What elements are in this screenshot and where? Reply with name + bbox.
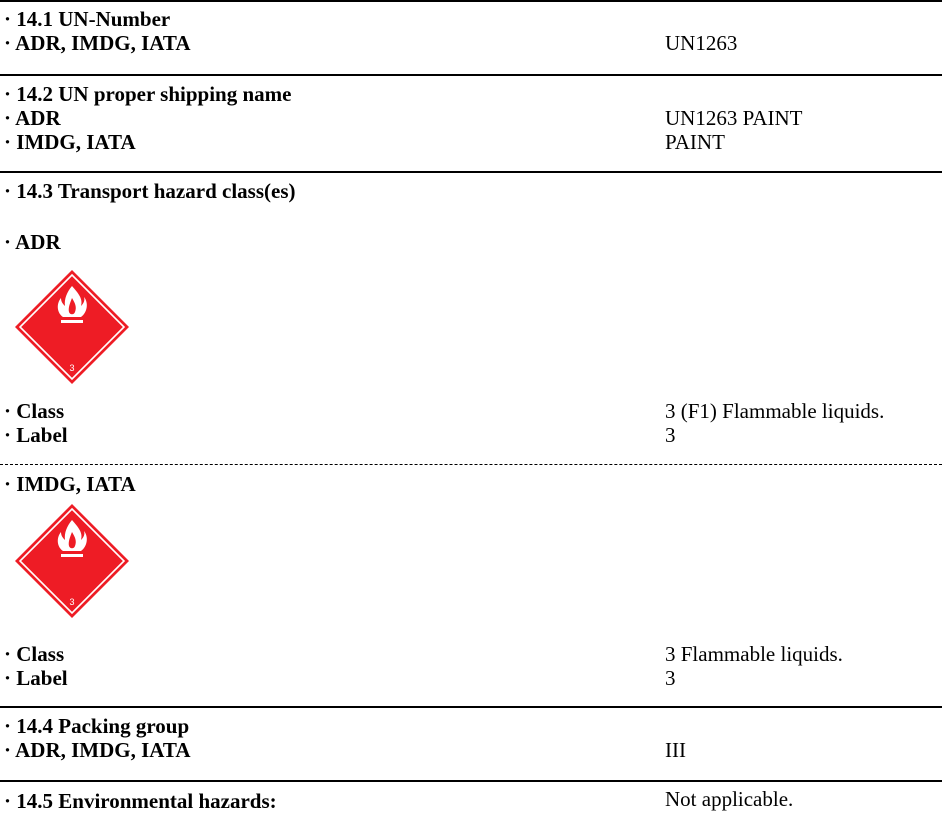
flammable-liquid-diamond-icon bbox=[14, 503, 130, 619]
packing-group-value: III bbox=[665, 738, 686, 762]
imdg-class-value: 3 Flammable liquids. bbox=[665, 642, 843, 666]
flammable-liquid-diamond-icon bbox=[14, 269, 130, 385]
imdg-label-label: · Label bbox=[4, 666, 68, 690]
adr-label-label: · Label bbox=[4, 423, 68, 447]
un-number-row-label: · ADR, IMDG, IATA bbox=[4, 31, 191, 55]
section-divider bbox=[0, 0, 942, 2]
shipping-name-imdg-label: · IMDG, IATA bbox=[4, 130, 136, 154]
dashed-divider bbox=[0, 464, 942, 465]
packing-group-label: · ADR, IMDG, IATA bbox=[4, 738, 191, 762]
adr-class-label: · Class bbox=[4, 399, 65, 423]
environmental-hazards-value: Not applicable. bbox=[665, 787, 794, 811]
section-14-4-title: · 14.4 Packing group bbox=[4, 714, 190, 738]
adr-heading: · ADR bbox=[4, 230, 61, 254]
section-divider bbox=[0, 74, 942, 76]
adr-class-value: 3 (F1) Flammable liquids. bbox=[665, 399, 885, 423]
section-14-5-title: · 14.5 Environmental hazards: bbox=[4, 789, 277, 813]
shipping-name-adr-label: · ADR bbox=[4, 106, 61, 130]
un-number-value: UN1263 bbox=[665, 31, 738, 55]
section-divider bbox=[0, 706, 942, 708]
shipping-name-imdg-value: PAINT bbox=[665, 130, 725, 154]
imdg-heading: · IMDG, IATA bbox=[4, 472, 136, 496]
section-14-1-title: · 14.1 UN-Number bbox=[4, 7, 171, 31]
section-divider bbox=[0, 171, 942, 173]
section-divider bbox=[0, 780, 942, 782]
imdg-label-value: 3 bbox=[665, 666, 676, 690]
svg-text:3: 3 bbox=[69, 597, 75, 607]
section-14-3-title: · 14.3 Transport hazard class(es) bbox=[4, 179, 296, 203]
section-14-2-title: · 14.2 UN proper shipping name bbox=[4, 82, 292, 106]
adr-label-value: 3 bbox=[665, 423, 676, 447]
imdg-class-label: · Class bbox=[4, 642, 65, 666]
shipping-name-adr-value: UN1263 PAINT bbox=[665, 106, 803, 130]
svg-text:3: 3 bbox=[69, 363, 75, 373]
